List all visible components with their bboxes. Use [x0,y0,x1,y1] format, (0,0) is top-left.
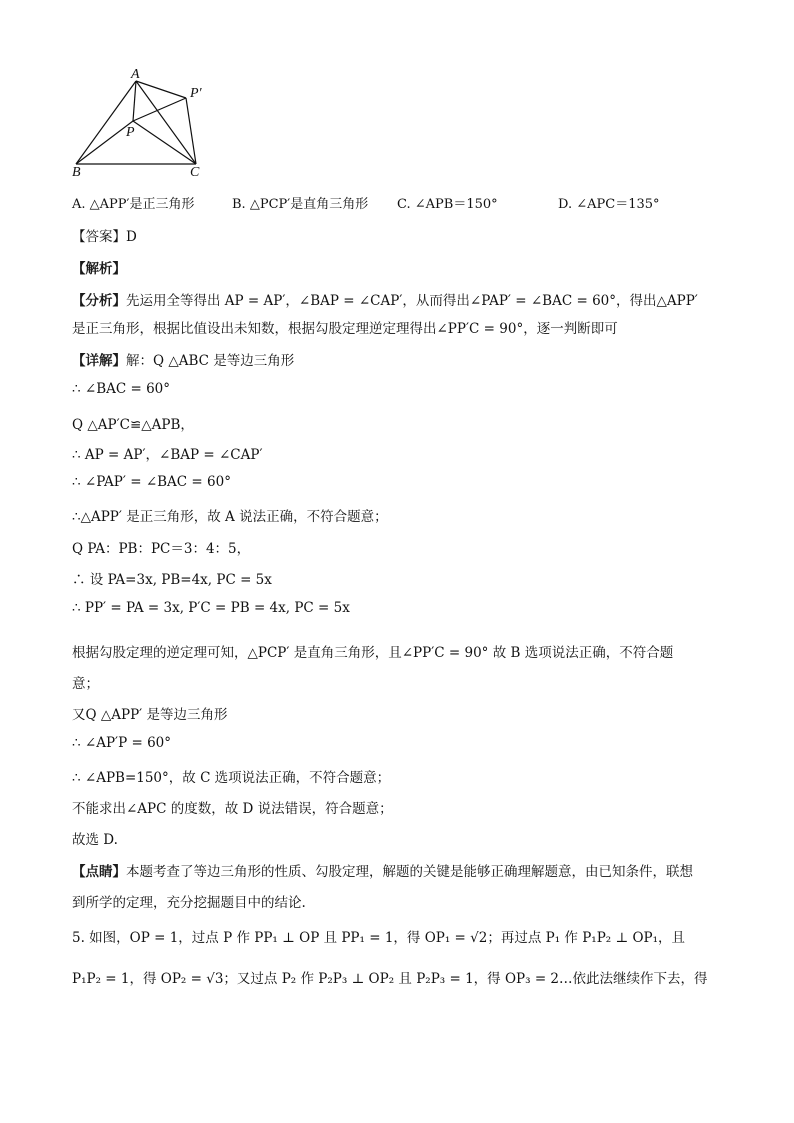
detail-text-0: 解：Q △ABC 是等边三角形 [126,353,295,369]
analysis-line-1 [72,289,698,309]
detail-line-15: 故选 D. [72,832,118,848]
option-c: C. ∠APB＝150° [397,197,498,212]
option-a: A. △APP′是正三角形 [72,197,195,212]
label-c: C [190,165,200,178]
detail-head: 【详解】 [72,353,126,369]
detail-line-14: 不能求出∠APC 的度数，故 D 说法错误，符合题意； [72,801,393,817]
analysis-line-2: 是正三角形，根据比值设出未知数，根据勾股定理逆定理得出∠PP′C = 90°，逐一判断即可 [72,321,618,337]
segment-ap [133,81,136,121]
label-b: B [72,165,81,178]
detail-line-8: ∴ PP′ = PA = 3x, P′C = PB = 4x, PC = 5x [72,600,350,616]
segment-bp [76,121,133,164]
detail-line-11: 又Q △APP′ 是等边三角形 [72,707,228,723]
segment-pp-prime [133,98,186,121]
detail-line-4: ∴ ∠PAP′ = ∠BAC = 60° [72,474,231,490]
option-d: D. ∠APC＝135° [558,197,660,212]
detail-line-12: ∴ ∠AP′P = 60° [72,735,171,751]
detail-line-6: Q PA：PB：PC＝3：4：5， [72,541,251,557]
comment-text-1: 本题考查了等边三角形的性质、勾股定理，解题的关键是能够正确理解题意，由已知条件，联想 [126,864,693,880]
geometry-figure [70,63,220,178]
segment-ap-prime [136,81,186,98]
analysis-text-1: 先运用全等得出 AP = AP′，∠BAP = ∠CAP′，从而得出∠PAP′ = ∠BAC = 60°，得出△APP′ [126,293,698,309]
answer-line: 【答案】D [72,229,137,245]
detail-line-0 [72,349,294,369]
segment-cp-prime [186,98,196,164]
detail-line-1: ∴ ∠BAC = 60° [72,381,171,397]
detail-line-5: ∴△APP′ 是正三角形，故 A 说法正确，不符合题意； [72,509,388,525]
analysis-title: 【解析】 [72,261,126,277]
segment-ab [76,81,136,164]
option-b: B. △PCP′是直角三角形 [232,197,369,212]
label-a: A [131,67,140,82]
detail-line-2: Q △AP′C≌△APB， [72,417,194,433]
detail-line-7: ∴ 设 PA=3x, PB=4x, PC = 5x [72,572,272,588]
comment-line-2: 到所学的定理，充分挖掘题目中的结论. [72,895,306,911]
comment-line-1 [72,860,693,880]
comment-head: 【点睛】 [72,864,126,880]
detail-line-13: ∴ ∠APB=150°，故 C 选项说法正确，不符合题意； [72,770,391,786]
question5-line-1: 5. 如图，OP = 1，过点 P 作 PP₁ ⊥ OP 且 PP₁ = 1，得 OP₁ = √2；再过点 P₁ 作 P₁P₂ ⊥ OP₁，且 [72,930,686,946]
detail-line-10: 意； [72,676,99,692]
label-p-prime: P′ [190,86,202,101]
detail-line-3: ∴ AP = AP′，∠BAP = ∠CAP′ [72,447,263,463]
analysis-head: 【分析】 [72,293,126,309]
segment-cp [133,121,196,164]
question5-line-2: P₁P₂ = 1，得 OP₂ = √3；又过点 P₂ 作 P₂P₃ ⊥ OP₂ 且 P₂P₃ = 1，得 OP₃ = 2…依此法继续作下去，得 [72,971,708,987]
label-p: P [126,125,135,140]
segment-ac [136,81,196,164]
detail-line-9: 根据勾股定理的逆定理可知，△PCP′ 是直角三角形，且∠PP′C = 90° 故 B 选项说法正确，不符合题 [72,645,674,661]
